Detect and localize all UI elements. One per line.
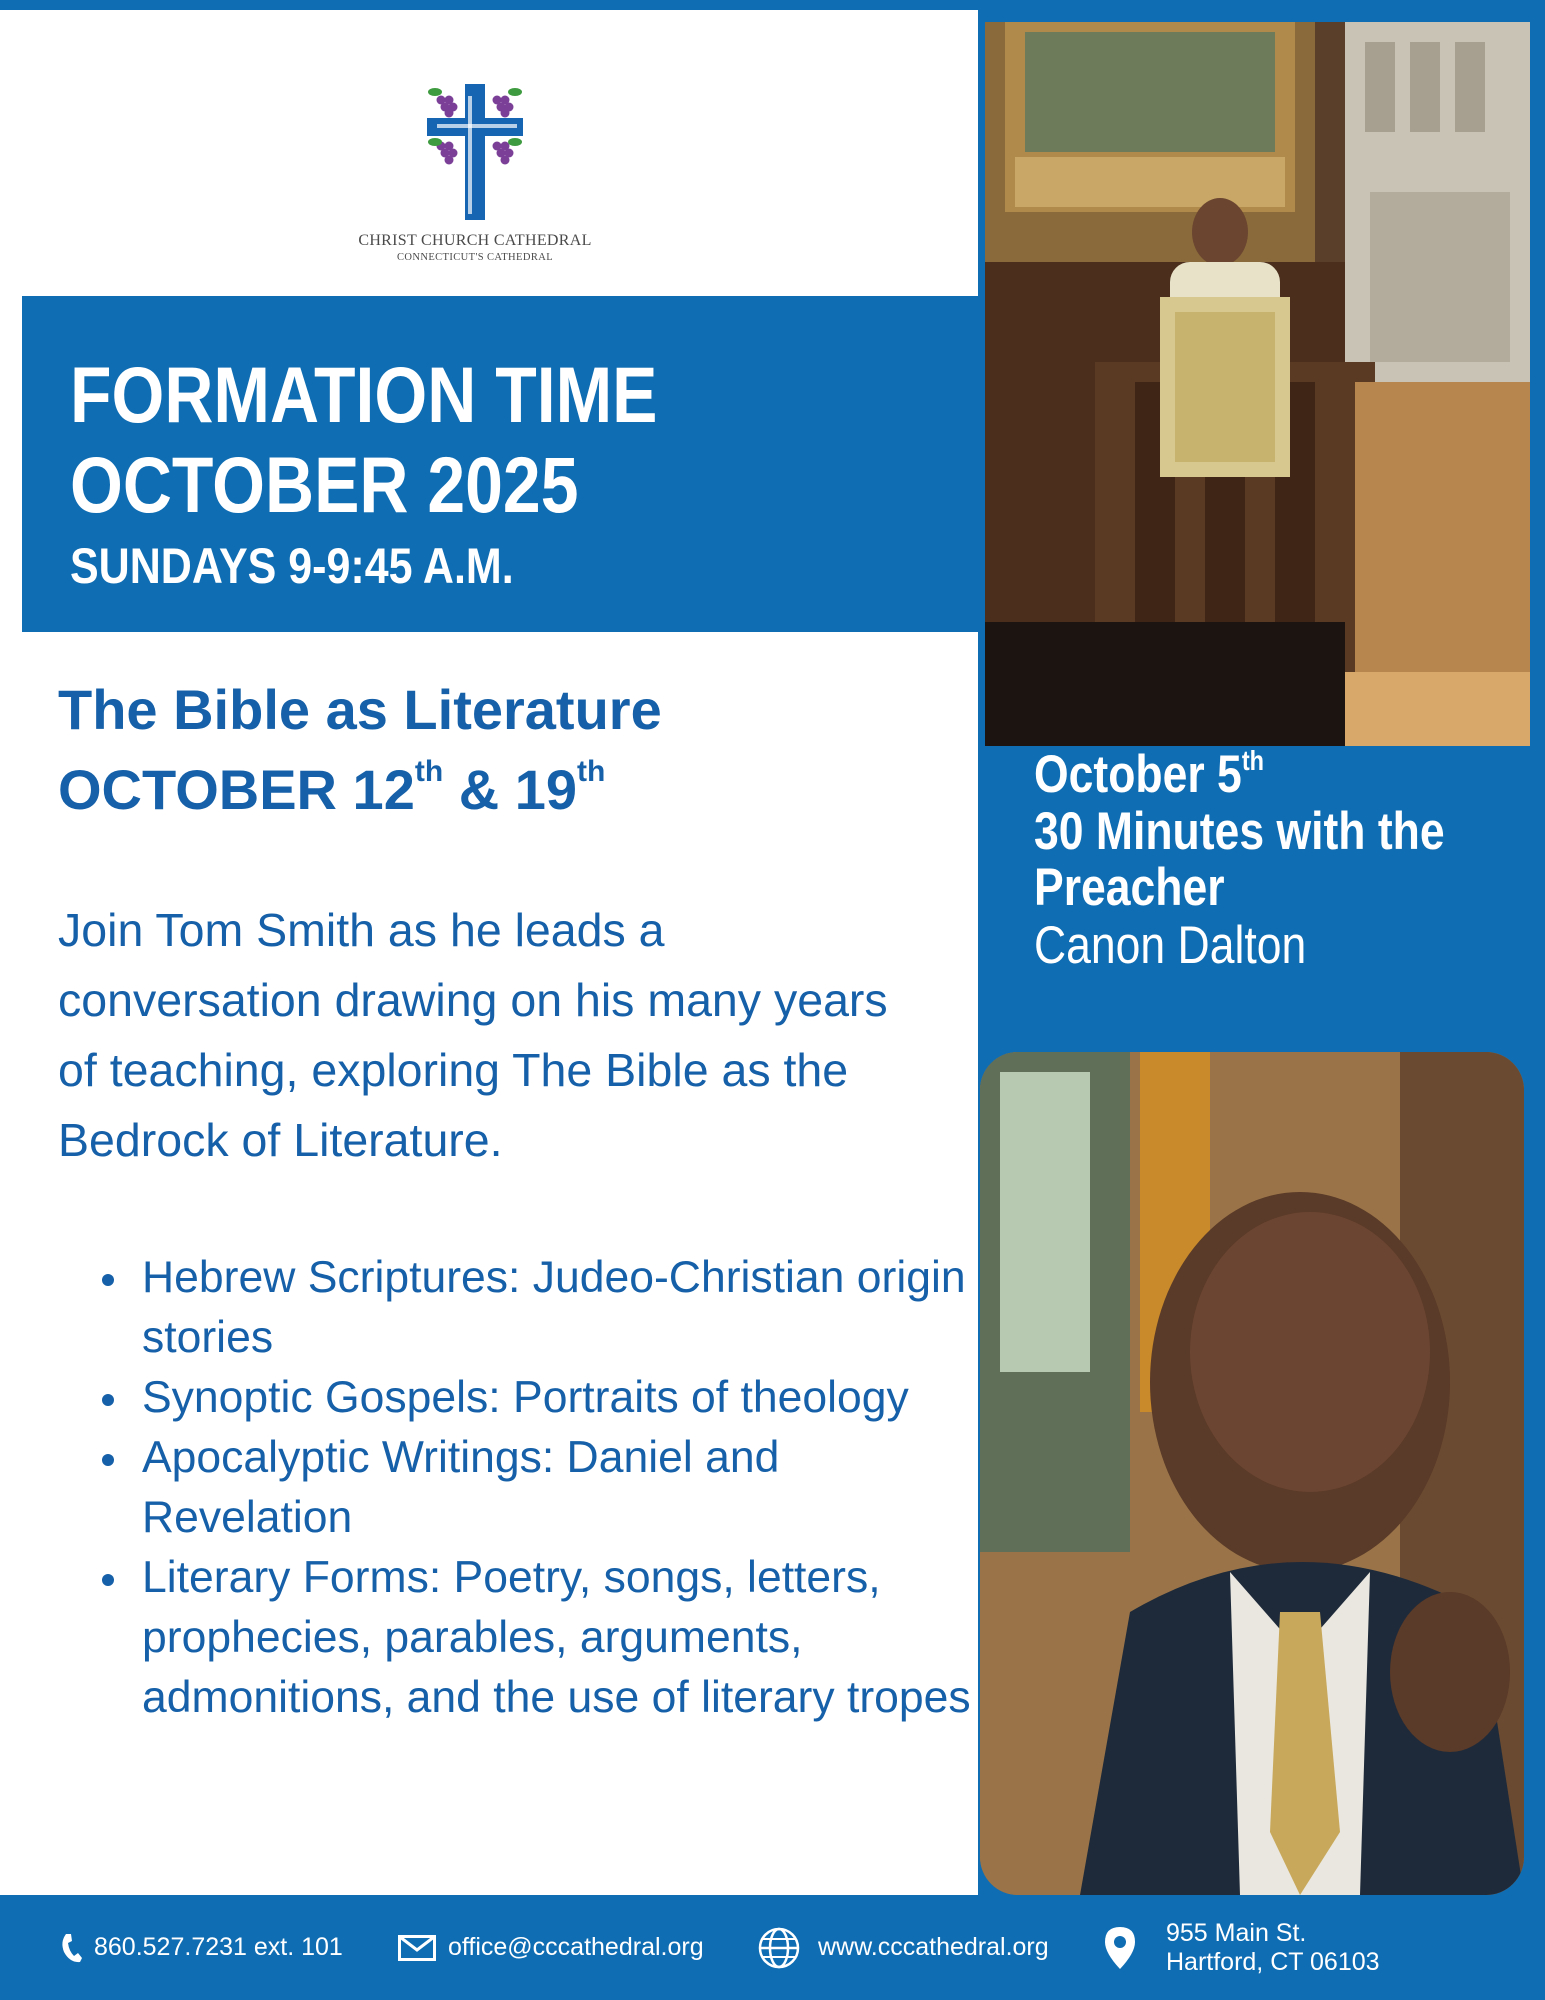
date-suffix: th: [414, 755, 444, 788]
footer-email[interactable]: [398, 1895, 704, 2000]
banner-schedule: SUNDAYS 9-9:45 A.M.: [70, 538, 514, 594]
email-address: office@cccathedral.org: [448, 1933, 704, 1961]
banner-month: OCTOBER 2025: [70, 440, 579, 529]
top-border: [0, 0, 1545, 10]
sidebar-date-text: October 5: [1034, 745, 1242, 804]
contact-footer: [0, 1895, 1545, 2000]
session-dates: [58, 750, 662, 830]
date-suffix: th: [577, 755, 606, 788]
session-heading: [58, 670, 662, 830]
phone-number: 860.527.7231 ext. 101: [94, 1933, 343, 1961]
sidebar-speaker: Canon Dalton: [1034, 916, 1307, 975]
sidebar-event: [1034, 746, 1534, 976]
session-description: Join Tom Smith as he leads a conversation drawing on his many years of teaching, exploring The Bible as the Bedrock of Literature.: [58, 904, 888, 1166]
title-banner: [22, 296, 978, 632]
mail-icon: [398, 1935, 436, 1961]
preacher-photo: [985, 22, 1530, 746]
website-url: www.cccathedral.org: [818, 1933, 1049, 1961]
left-panel: [0, 10, 978, 1895]
topic-item: Hebrew Scriptures: Judeo-Christian origin stories: [142, 1248, 972, 1368]
phone-icon: [60, 1932, 82, 1964]
address-street: 955 Main St.: [1166, 1918, 1307, 1947]
footer-address: [1104, 1895, 1380, 2000]
session-date-second: & 19: [443, 758, 578, 821]
topic-list: [142, 1248, 972, 1728]
topic-item: Apocalyptic Writings: Daniel and Revelation: [142, 1428, 972, 1548]
date-suffix: th: [1241, 745, 1265, 776]
address-block: [1166, 1919, 1380, 1977]
cross-logo-icon: [423, 80, 527, 224]
session-title: The Bible as Literature: [58, 678, 662, 741]
banner-title: FORMATION TIME: [70, 350, 658, 439]
footer-phone[interactable]: [60, 1895, 343, 2000]
sidebar-date: [1034, 746, 1454, 804]
logo-name: CHRIST CHURCH CATHEDRAL: [358, 232, 592, 249]
footer-website[interactable]: [758, 1895, 1049, 2000]
topic-item: Synoptic Gospels: Portraits of theology: [142, 1368, 972, 1428]
location-pin-icon: [1104, 1926, 1136, 1970]
logo-tagline: CONNECTICUT'S CATHEDRAL: [396, 252, 554, 263]
speaker-photo: [980, 1052, 1524, 1895]
cathedral-logo: [340, 80, 610, 263]
globe-icon: [758, 1927, 800, 1969]
topic-item: Literary Forms: Poetry, songs, letters, prophecies, parables, arguments, admonitions, and the use of literary tropes: [142, 1548, 972, 1728]
sidebar-event-title-line2: Preacher: [1034, 858, 1225, 917]
address-city: Hartford, CT 06103: [1166, 1947, 1380, 1976]
session-date-first: OCTOBER 12: [58, 758, 415, 821]
sidebar-event-title-line1: 30 Minutes with the: [1034, 802, 1445, 861]
